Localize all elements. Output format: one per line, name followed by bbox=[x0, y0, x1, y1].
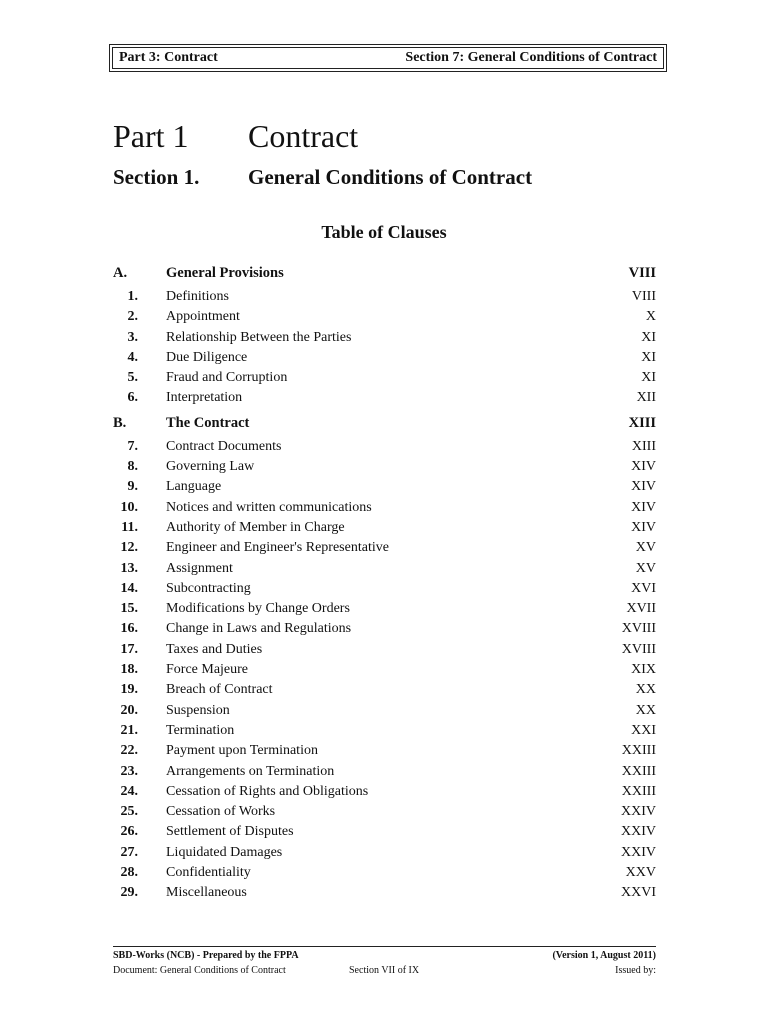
clause-page: XVII bbox=[626, 601, 656, 617]
toc-clause-row bbox=[113, 804, 656, 824]
clause-page: XIV bbox=[631, 519, 656, 535]
toc-clause-row bbox=[113, 370, 656, 390]
toc-clause-row bbox=[113, 479, 656, 499]
toc-clause-row bbox=[113, 621, 656, 641]
clause-number: 5. bbox=[127, 370, 138, 386]
clause-page: XI bbox=[641, 349, 656, 365]
clause-label: Language bbox=[166, 479, 222, 495]
clause-number: 11. bbox=[121, 519, 138, 535]
clause-label: Change in Laws and Regulations bbox=[166, 621, 352, 637]
toc-clause-row bbox=[113, 309, 656, 329]
toc-clause-row bbox=[113, 642, 656, 662]
clause-label: Assignment bbox=[166, 560, 233, 576]
clause-page: XVI bbox=[631, 580, 656, 596]
toc-clause-row bbox=[113, 561, 656, 581]
toc-clause-row bbox=[113, 330, 656, 350]
clause-number: 3. bbox=[127, 329, 138, 345]
footer-version: (Version 1, August 2011) bbox=[552, 950, 656, 961]
clause-number: 9. bbox=[127, 479, 138, 495]
toc-clause-row bbox=[113, 845, 656, 865]
toc-clause-row bbox=[113, 662, 656, 682]
clause-number: 2. bbox=[127, 309, 138, 325]
clause-number: 23. bbox=[120, 763, 138, 779]
clause-page: XV bbox=[635, 560, 656, 576]
clause-page: XXIV bbox=[621, 824, 656, 840]
clause-page: XI bbox=[641, 370, 656, 386]
toc-clause-row bbox=[113, 601, 656, 621]
toc-clause-row bbox=[113, 784, 656, 804]
part-title bbox=[113, 118, 358, 155]
header-left: Part 3: Contract bbox=[119, 50, 218, 65]
clause-page: XXIII bbox=[621, 763, 656, 779]
clause-number: 13. bbox=[120, 560, 138, 576]
clause-label: Force Majeure bbox=[166, 662, 249, 678]
section-title bbox=[113, 165, 532, 190]
clause-page: XXI bbox=[631, 722, 656, 738]
clause-page: XVIII bbox=[621, 641, 656, 657]
clause-label: Notices and written communications bbox=[166, 499, 372, 515]
clause-page: XXV bbox=[625, 865, 656, 881]
clause-number: 29. bbox=[120, 885, 138, 901]
clause-number: 24. bbox=[120, 783, 138, 799]
clause-label: Confidentiality bbox=[166, 865, 251, 881]
clause-label: Authority of Member in Charge bbox=[166, 519, 345, 535]
clause-label: Settlement of Disputes bbox=[166, 824, 294, 840]
footer-divider bbox=[113, 946, 656, 947]
toc-clause-row bbox=[113, 520, 656, 540]
clause-page: XII bbox=[636, 390, 656, 406]
clause-page: XX bbox=[635, 702, 656, 718]
running-header-inner bbox=[112, 47, 664, 69]
clause-label: Governing Law bbox=[166, 459, 255, 475]
group-title: General Provisions bbox=[166, 265, 284, 281]
footer-document: Document: General Conditions of Contract bbox=[113, 965, 286, 976]
clause-label: Liquidated Damages bbox=[166, 844, 283, 860]
clause-label: Engineer and Engineer's Representative bbox=[166, 540, 389, 556]
clause-number: 15. bbox=[120, 601, 138, 617]
clause-number: 26. bbox=[120, 824, 138, 840]
toc-clause-row bbox=[113, 540, 656, 560]
toc-group-row bbox=[113, 415, 656, 436]
clause-number: 20. bbox=[120, 702, 138, 718]
clause-number: 18. bbox=[120, 662, 138, 678]
clause-number: 10. bbox=[120, 499, 138, 515]
toc-clause-row bbox=[113, 723, 656, 743]
clause-label: Payment upon Termination bbox=[166, 743, 318, 759]
toc-clause-row bbox=[113, 289, 656, 309]
clause-number: 7. bbox=[127, 438, 138, 454]
clause-label: Cessation of Works bbox=[166, 804, 276, 820]
clause-page: XXIV bbox=[621, 804, 656, 820]
clause-number: 27. bbox=[120, 844, 138, 860]
clause-number: 19. bbox=[120, 682, 138, 698]
clause-number: 25. bbox=[120, 804, 138, 820]
clause-label: Suspension bbox=[166, 702, 230, 718]
toc-clause-row bbox=[113, 824, 656, 844]
header-right: Section 7: General Conditions of Contract bbox=[405, 50, 657, 65]
running-header bbox=[109, 44, 667, 72]
clause-page: XIX bbox=[631, 662, 656, 678]
clause-label: Due Diligence bbox=[166, 349, 248, 365]
clause-page: XIV bbox=[631, 499, 656, 515]
clause-number: 4. bbox=[127, 349, 138, 365]
group-letter: B. bbox=[113, 414, 127, 431]
clause-number: 8. bbox=[127, 459, 138, 475]
group-page: XIII bbox=[628, 414, 656, 431]
clause-number: 28. bbox=[120, 865, 138, 881]
clause-number: 17. bbox=[120, 641, 138, 657]
clause-page: XX bbox=[635, 682, 656, 698]
clause-number: 16. bbox=[120, 621, 138, 637]
section-number: Section 1. bbox=[113, 165, 200, 189]
table-of-clauses bbox=[113, 265, 656, 906]
group-page: VIII bbox=[628, 265, 656, 281]
toc-clause-row bbox=[113, 682, 656, 702]
clause-number: 12. bbox=[120, 540, 138, 556]
group-letter: A. bbox=[113, 265, 128, 281]
clause-label: Termination bbox=[166, 722, 235, 738]
clause-page: XIV bbox=[631, 459, 656, 475]
toc-clause-row bbox=[113, 390, 656, 410]
toc-clause-row bbox=[113, 581, 656, 601]
clause-page: X bbox=[645, 309, 656, 325]
clause-page: XV bbox=[635, 540, 656, 556]
toc-clause-row bbox=[113, 703, 656, 723]
toc-clause-row bbox=[113, 350, 656, 370]
clause-label: Cessation of Rights and Obligations bbox=[166, 783, 369, 799]
clause-label: Definitions bbox=[166, 289, 229, 304]
clause-label: Taxes and Duties bbox=[166, 641, 263, 657]
clause-label: Contract Documents bbox=[166, 438, 282, 454]
footer-section: Section VII of IX bbox=[349, 965, 420, 976]
clause-number: 1. bbox=[127, 289, 138, 304]
clause-label: Modifications by Change Orders bbox=[166, 601, 350, 617]
clause-number: 14. bbox=[120, 580, 138, 596]
toc-clause-row bbox=[113, 865, 656, 885]
clause-number: 6. bbox=[127, 390, 138, 406]
toc-heading: Table of Clauses bbox=[321, 222, 447, 242]
clause-label: Interpretation bbox=[166, 390, 243, 406]
clause-page: XIV bbox=[631, 479, 656, 495]
clause-page: XVIII bbox=[621, 621, 656, 637]
toc-clause-row bbox=[113, 500, 656, 520]
toc-clause-row bbox=[113, 459, 656, 479]
toc-clause-row bbox=[113, 764, 656, 784]
clause-label: Miscellaneous bbox=[166, 885, 247, 901]
clause-label: Appointment bbox=[166, 309, 240, 325]
clause-label: Breach of Contract bbox=[166, 682, 273, 698]
toc-clause-row bbox=[113, 439, 656, 459]
section-name: General Conditions of Contract bbox=[248, 165, 533, 189]
clause-page: XI bbox=[641, 329, 656, 345]
group-title: The Contract bbox=[166, 414, 250, 431]
clause-page: XXVI bbox=[621, 885, 656, 901]
toc-clause-row bbox=[113, 885, 656, 905]
footer-prepared-by: SBD-Works (NCB) - Prepared by the FPPA bbox=[113, 950, 299, 961]
clause-number: 22. bbox=[120, 743, 138, 759]
clause-number: 21. bbox=[120, 722, 138, 738]
toc-clause-row bbox=[113, 743, 656, 763]
clause-page: XXIII bbox=[621, 743, 656, 759]
clause-page: XIII bbox=[631, 438, 656, 454]
clause-page: VIII bbox=[631, 289, 656, 304]
clause-page: XXIV bbox=[621, 844, 656, 860]
part-number: Part 1 bbox=[113, 118, 189, 154]
clause-label: Arrangements on Termination bbox=[166, 763, 335, 779]
footer-issued-by: Issued by: bbox=[615, 965, 656, 976]
toc-group-row bbox=[113, 265, 656, 286]
clause-label: Relationship Between the Parties bbox=[166, 329, 352, 345]
part-name: Contract bbox=[248, 118, 359, 154]
clause-page: XXIII bbox=[621, 783, 656, 799]
clause-label: Fraud and Corruption bbox=[166, 370, 288, 386]
clause-label: Subcontracting bbox=[166, 580, 251, 596]
